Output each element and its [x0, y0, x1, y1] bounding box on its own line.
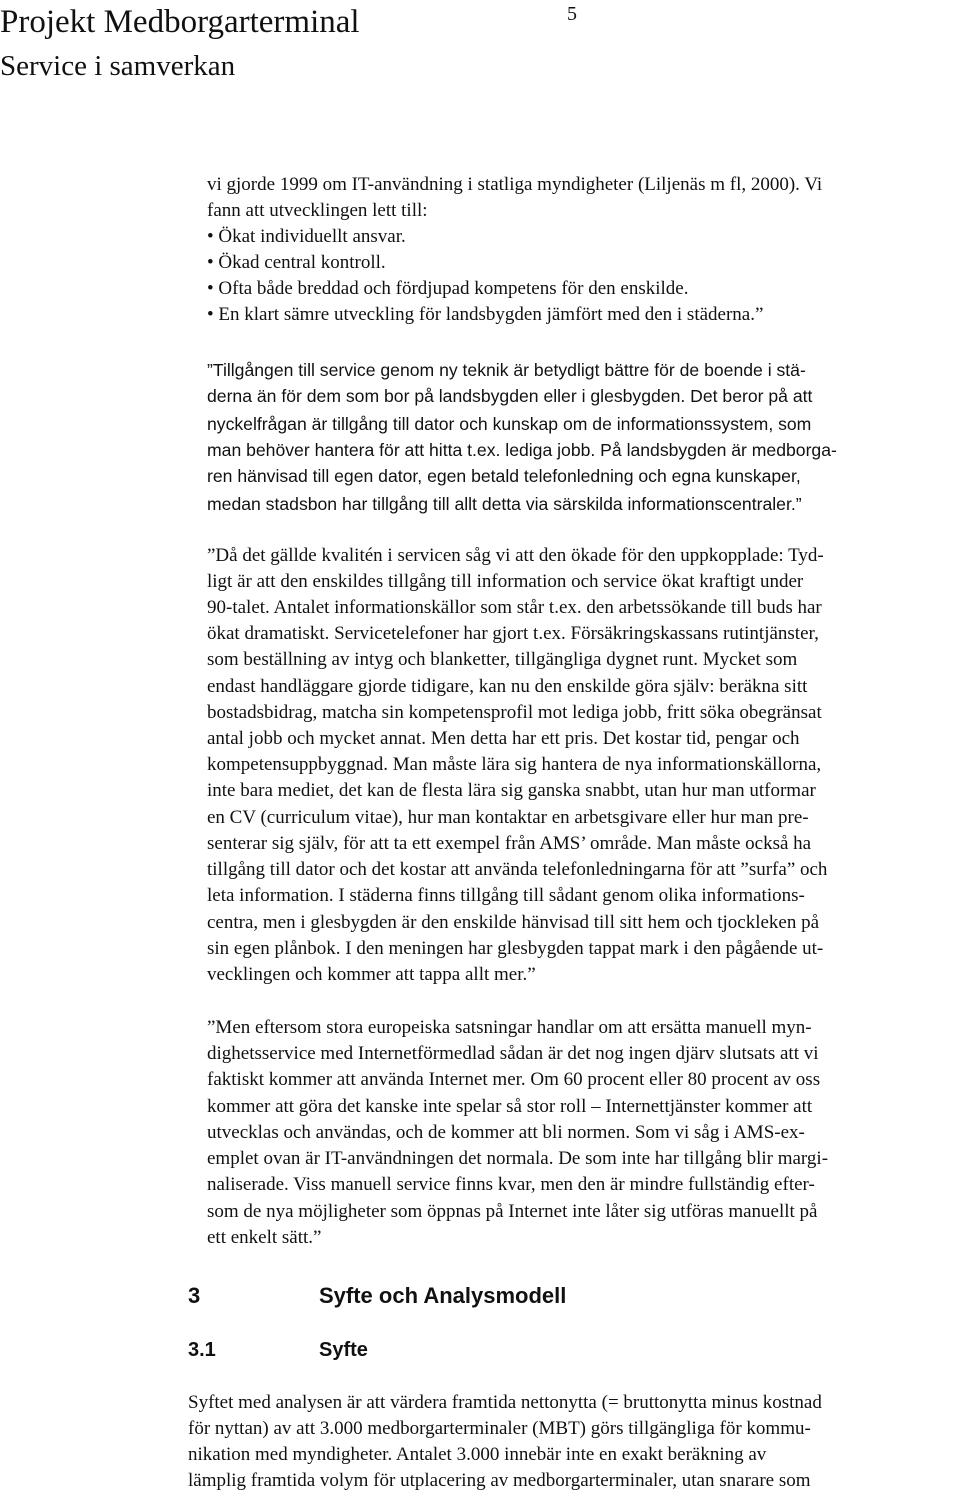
body-line: nikation med myndigheter. Antalet 3.000 innebär inte en exakt beräkning av: [188, 1444, 767, 1465]
quote-line: senterar sig själv, för att ta ett exempel från AMS’ område. Man måste också ha: [207, 833, 812, 854]
quote-line: kompetensuppbyggnad. Man måste lära sig hantera de nya informationskällorna,: [207, 754, 822, 775]
quote-line: ”Men eftersom stora europeiska satsningar handlar om att ersätta manuell myn-: [207, 1017, 812, 1038]
quote-line: man behöver hantera för att hitta t.ex. lediga jobb. På landsbygden är medborga-: [207, 440, 837, 460]
quote-line: antal jobb och mycket annat. Men detta har ett pris. Det kostar tid, pengar och: [207, 728, 800, 749]
quote-line: ”Tillgången till service genom ny teknik är betydligt bättre för de boende i stä-: [207, 360, 806, 380]
body-line: Syftet med analysen är att värdera framtida nettonytta (= bruttonytta minus kostnad: [188, 1392, 822, 1413]
quote-line: fann att utvecklingen lett till:: [207, 200, 428, 221]
quote-line: medan stadsbon har tillgång till allt detta via särskilda informationscentraler.”: [207, 494, 802, 514]
quote-line: ligt är att den enskildes tillgång till information och service ökat kraftigt under: [207, 571, 804, 592]
quote-line: tillgång till dator och det kostar att använda telefonledningarna för att ”surfa” och: [207, 859, 828, 880]
quote-line: en CV (curriculum vitae), hur man kontaktar en arbetsgivare eller hur man pre-: [207, 807, 809, 828]
quote-line: centra, men i glesbygden är den enskilde hänvisad till sitt hem och tjockleken på: [207, 912, 820, 933]
quote-line: ett enkelt sätt.”: [207, 1227, 322, 1248]
quote-line: ”Då det gällde kvalitén i servicen såg vi att den ökade för den uppkopplade: Tyd-: [207, 545, 824, 566]
quote-line: bostadsbidrag, matcha sin kompetensprofil mot lediga jobb, fritt söka obegränsat: [207, 702, 822, 723]
bullet-item: • Ofta både breddad och fördjupad kompetens för den enskilde.: [207, 278, 689, 299]
quote-line: vi gjorde 1999 om IT-användning i statliga myndigheter (Liljenäs m fl, 2000). Vi: [207, 174, 823, 195]
quote-line: ökat dramatiskt. Servicetelefoner har gjort t.ex. Försäkringskassans rutintjänster,: [207, 623, 819, 644]
quote-line: dighetsservice med Internetförmedlad sådan är det nog ingen djärv slutsats att vi: [207, 1043, 819, 1064]
quote-line: nyckelfrågan är tillgång till dator och kunskap om de informationssystem, som: [207, 414, 812, 434]
quote-line: 90-talet. Antalet informationskällor som står t.ex. den arbetssökande till buds har: [207, 597, 822, 618]
quote-line: som beställning av intyg och blanketter, tillgängliga dygnet runt. Mycket som: [207, 649, 798, 670]
document-subtitle: Service i samverkan: [0, 50, 236, 82]
quote-line: kommer att göra det kanske inte spelar så stor roll – Internettjänster kommer att: [207, 1096, 813, 1117]
subsection-number: 3.1: [188, 1339, 216, 1361]
quote-line: ren hänvisad till egen dator, egen betald telefonledning och egna kunskaper,: [207, 466, 801, 486]
quote-line: sin egen plånbok. I den meningen har glesbygden tappat mark i den pågående ut-: [207, 938, 824, 959]
quote-line: utvecklas och användas, och de kommer att bli normen. Som vi såg i AMS-ex-: [207, 1122, 805, 1143]
quote-line: inte bara mediet, det kan de flesta lära sig ganska snabbt, utan hur man utformar: [207, 780, 816, 801]
body-line: lämplig framtida volym för utplacering av medborgarterminaler, utan snarare som: [188, 1470, 811, 1491]
body-line: för nyttan) av att 3.000 medborgarterminaler (MBT) görs tillgängliga för kommu-: [188, 1418, 811, 1439]
quote-line: derna än för dem som bor på landsbygden eller i glesbygden. Det beror på att: [207, 386, 813, 406]
bullet-item: • En klart sämre utveckling för landsbygden jämfört med den i städerna.”: [207, 304, 764, 325]
bullet-item: • Ökat individuellt ansvar.: [207, 226, 406, 247]
quote-line: endast handläggare gjorde tidigare, kan nu den enskilde göra själv: beräkna sitt: [207, 676, 808, 697]
quote-line: leta information. I städerna finns tillgång till sådant genom olika informations-: [207, 885, 805, 906]
quote-line: vecklingen och kommer att tappa allt mer.”: [207, 964, 536, 985]
page-number: 5: [567, 3, 577, 25]
quote-line: faktiskt kommer att använda Internet mer. Om 60 procent eller 80 procent av oss: [207, 1069, 821, 1090]
quote-line: som de nya möjligheter som öppnas på Internet inte låter sig utföras manuellt på: [207, 1201, 818, 1222]
subsection-title: Syfte: [319, 1339, 368, 1361]
page-header: [0, 0, 960, 100]
section-title: Syfte och Analysmodell: [319, 1283, 567, 1308]
quote-line: emplet ovan är IT-användningen det normala. De som inte har tillgång blir margi-: [207, 1148, 829, 1169]
quote-line: naliserade. Viss manuell service finns kvar, men den är mindre fullständig efter-: [207, 1174, 815, 1195]
document-title: Projekt Medborgarterminal: [0, 4, 360, 40]
bullet-item: • Ökad central kontroll.: [207, 252, 386, 273]
section-number: 3: [188, 1283, 201, 1308]
